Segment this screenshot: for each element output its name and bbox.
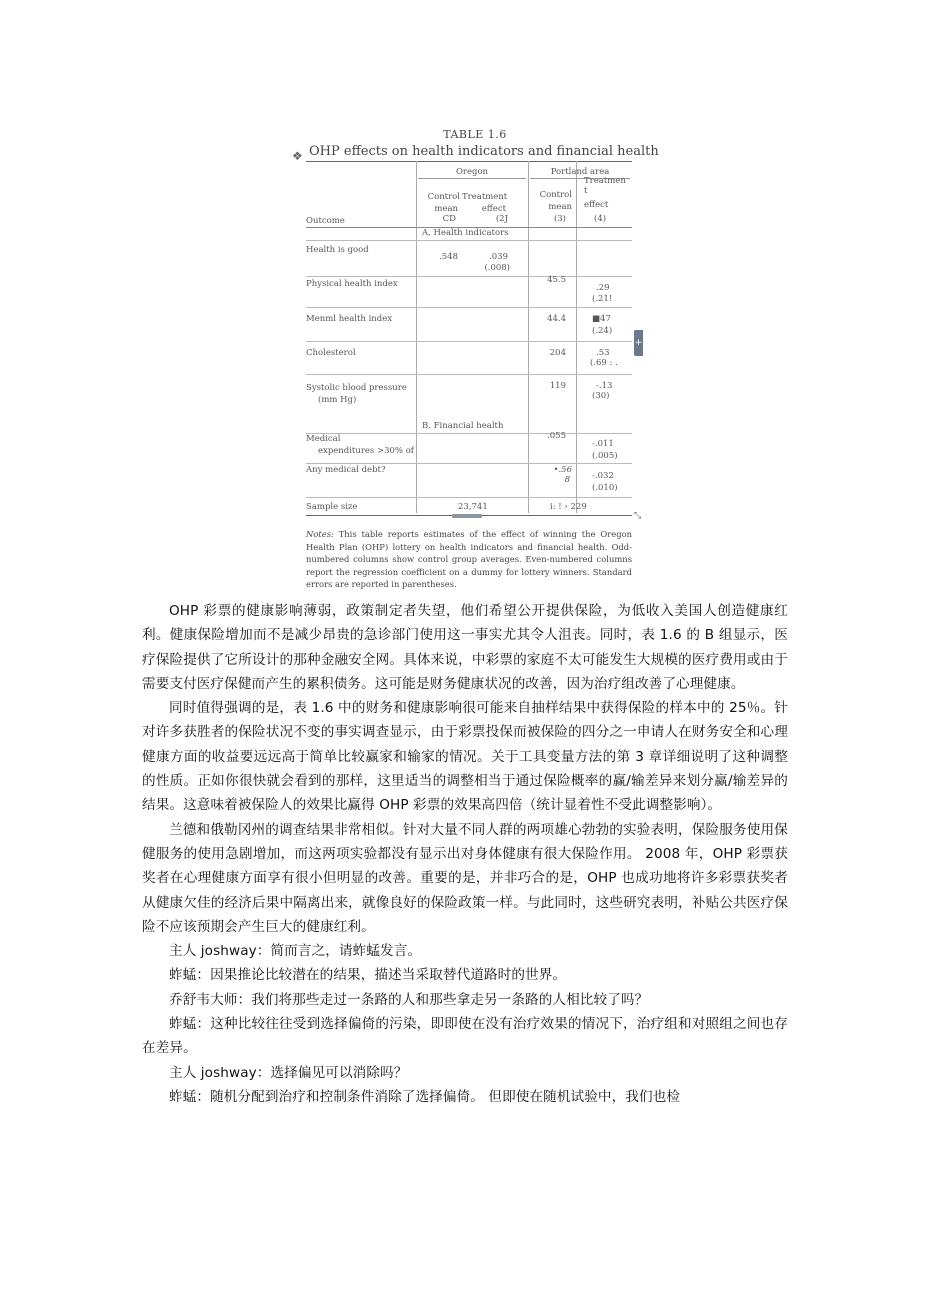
col3-h3: (3) bbox=[553, 214, 566, 224]
paragraph: OHP 彩票的健康影响薄弱，政策制定者失望，他们希望公开提供保险，为低收入美国人创造健康红利。健康保险增加而不是减少昂贵的急诊部门使用这一事实尤其令人沮丧。同时，表 1.6 的 B 组显示，医疗保险提供了它所设计的那种金融安全网。具体来说，中彩票的家庭不太可能发生大规模的医疗费用或由于需要支付医疗保健而产生的累积债务。这可能是财务健康状况的改善，因为治疗组改善了心理健康。 bbox=[142, 603, 788, 692]
cell-value: 44.4 bbox=[547, 314, 566, 324]
cell-se: (.69 : . bbox=[590, 358, 618, 368]
cell-se: (30) bbox=[592, 391, 610, 401]
cell-value: •.56 bbox=[553, 465, 572, 475]
col1-h1: Control bbox=[427, 192, 460, 202]
cell-value: .53 bbox=[596, 348, 610, 358]
notes-text: This table reports estimates of the effect of winning the Oregon Health Plan (OHP) lottery on health indicators and financial health. Odd-numbered columns show control group averages. Even-numbered columns report the regression coefficient on a dummy for lottery winners. Standard errors are reported in parentheses. bbox=[306, 529, 633, 590]
header-oregon: Oregon bbox=[455, 167, 489, 177]
dialogue-line: 蚱蜢：这种比较往往受到选择偏倚的污染，即即使在没有治疗效果的情况下，治疗组和对照组之间也存在差异。 bbox=[142, 1016, 788, 1057]
notes-lead: Notes: bbox=[306, 529, 334, 539]
oregon-rule bbox=[418, 178, 526, 179]
paragraph: 兰德和俄勒冈州的调查结果非常相似。针对大量不同人群的两项雄心勃勃的实验表明，保险服务使用保健服务的使用急剧增加，而这两项实验都没有显示出对身体健康有很大保险作用。 2008 年，OHP 彩票获奖者在心理健康方面享有很小但明显的改善。重要的是，并非巧合的是，OHP 也成功地将许多彩票获奖者从健康欠佳的经济后果中隔离出来，就像良好的保险政策一样。与此同时，这些研究表明，补贴公共医疗保险不应该预期会产生巨大的健康红利。 bbox=[142, 821, 788, 935]
cell-value: .055 bbox=[547, 431, 566, 441]
dialogue-line: 乔舒韦大师：我们将那些走过一条路的人和那些拿走另一条路的人相比较了吗？ bbox=[169, 991, 649, 1008]
col-divider bbox=[576, 161, 577, 513]
row-rule bbox=[306, 307, 632, 308]
col-divider bbox=[528, 161, 529, 513]
cell-value: -.13 bbox=[596, 381, 613, 391]
cell-value: .548 bbox=[439, 252, 458, 262]
row-label: Medical bbox=[306, 434, 341, 444]
col2-h2: effect bbox=[481, 204, 506, 214]
row-rule bbox=[306, 276, 632, 277]
scroll-handle[interactable] bbox=[452, 514, 482, 518]
col3-h1: Control bbox=[539, 190, 572, 200]
cell-se: (.010) bbox=[592, 483, 618, 493]
panel-b-label: B. Financial health bbox=[422, 421, 504, 431]
diamond-bullet-icon: ❖ bbox=[292, 149, 303, 163]
row-rule bbox=[306, 497, 632, 498]
outcome-header: Outcome bbox=[306, 216, 345, 226]
cell-se: (.008) bbox=[484, 263, 510, 273]
cell-value: .039 bbox=[489, 252, 508, 262]
col4-h4: (4) bbox=[594, 214, 607, 224]
cell-value-cont: 8 bbox=[564, 475, 570, 485]
row-label: Health is good bbox=[306, 245, 369, 255]
col1-h2: mean bbox=[434, 204, 458, 214]
dialogue-line: 主人 joshway：选择偏见可以消除吗？ bbox=[169, 1064, 408, 1081]
paragraph: 同时值得强调的是，表 1.6 中的财务和健康影响很可能来自抽样结果中获得保险的样本中的 25％。针对许多获胜者的保险状况不变的事实调查显示，由于彩票投保而被保险的四分之一申请人在财务安全和心理健康方面的收益要远远高于简单比较赢家和输家的情况。关于工具变量方法的第 3 章详细说明了这种调整的性质。正如你很快就会看到的那样，这里适当的调整相当于通过保险概率的赢/输差异来划分赢/输差异的结果。这意味着被保险人的效果比赢得 OHP 彩票的效果高四倍（统计显着性不受此调整影响）。 bbox=[142, 700, 788, 814]
row-label-cont: expenditures >30% of bbox=[318, 446, 414, 456]
col3-h2: mean bbox=[548, 202, 572, 212]
col4-h2: t bbox=[584, 186, 588, 196]
panel-a-label: A, Health indicators bbox=[422, 228, 509, 238]
row-label: Menml health index bbox=[306, 314, 393, 324]
col2-h3: (2J bbox=[495, 214, 508, 224]
resize-icon[interactable]: ⤡ bbox=[634, 511, 642, 521]
table-figure bbox=[290, 128, 659, 590]
row-rule bbox=[306, 463, 632, 464]
cell-se: (.005) bbox=[592, 451, 618, 461]
sample-size-oregon: 23,741 bbox=[458, 502, 488, 512]
row-rule bbox=[306, 374, 632, 375]
row-rule bbox=[306, 341, 632, 342]
cell-value: 45.5 bbox=[547, 275, 566, 285]
table-notes bbox=[306, 528, 632, 591]
row-label: Physical health index bbox=[306, 279, 398, 289]
cell-value: -.011 bbox=[592, 439, 614, 449]
cell-value: 204 bbox=[549, 348, 566, 358]
row-label: Any medical debt? bbox=[306, 465, 386, 475]
table-label: TABLE 1.6 bbox=[443, 128, 507, 141]
sample-size-label: Sample size bbox=[306, 502, 358, 512]
row-label: Cholesterol bbox=[306, 348, 356, 358]
sample-size-portland: i: ! › 229 bbox=[550, 502, 587, 512]
col4-h3: effect bbox=[584, 200, 609, 210]
article-body bbox=[142, 599, 788, 1109]
col4-h1: Treatmen bbox=[584, 176, 626, 186]
row-rule bbox=[306, 240, 632, 241]
col2-h1: Treatment bbox=[462, 192, 508, 202]
cell-value: .29 bbox=[596, 283, 610, 293]
cell-value: 119 bbox=[549, 381, 566, 391]
side-expand-tab[interactable]: + bbox=[634, 330, 643, 356]
dialogue-line: 蚱蜢：因果推论比较潜在的结果，描述当采取替代道路时的世界。 bbox=[169, 967, 567, 984]
row-label-cont: (mm Hg) bbox=[318, 395, 357, 405]
table-title: OHP effects on health indicators and financial health bbox=[309, 144, 659, 159]
dialogue-line: 蚱蜢：随机分配到治疗和控制条件消除了选择偏倚。 但即使在随机试验中，我们也检 bbox=[169, 1088, 681, 1105]
row-rule bbox=[306, 433, 632, 434]
cell-value: ■47 bbox=[592, 314, 611, 324]
col-divider bbox=[416, 161, 417, 513]
cell-se: (.24) bbox=[592, 326, 613, 336]
cell-se: (.21! bbox=[592, 294, 613, 304]
table-top-rule bbox=[306, 161, 632, 162]
row-label: Systolic blood pressure bbox=[306, 383, 407, 393]
cell-value: -.032 bbox=[592, 471, 614, 481]
header-portland: Portland area bbox=[550, 167, 610, 177]
dialogue-line: 主人 joshway：简而言之，请蚱蜢发言。 bbox=[169, 943, 422, 960]
col1-h3: CD bbox=[442, 214, 456, 224]
